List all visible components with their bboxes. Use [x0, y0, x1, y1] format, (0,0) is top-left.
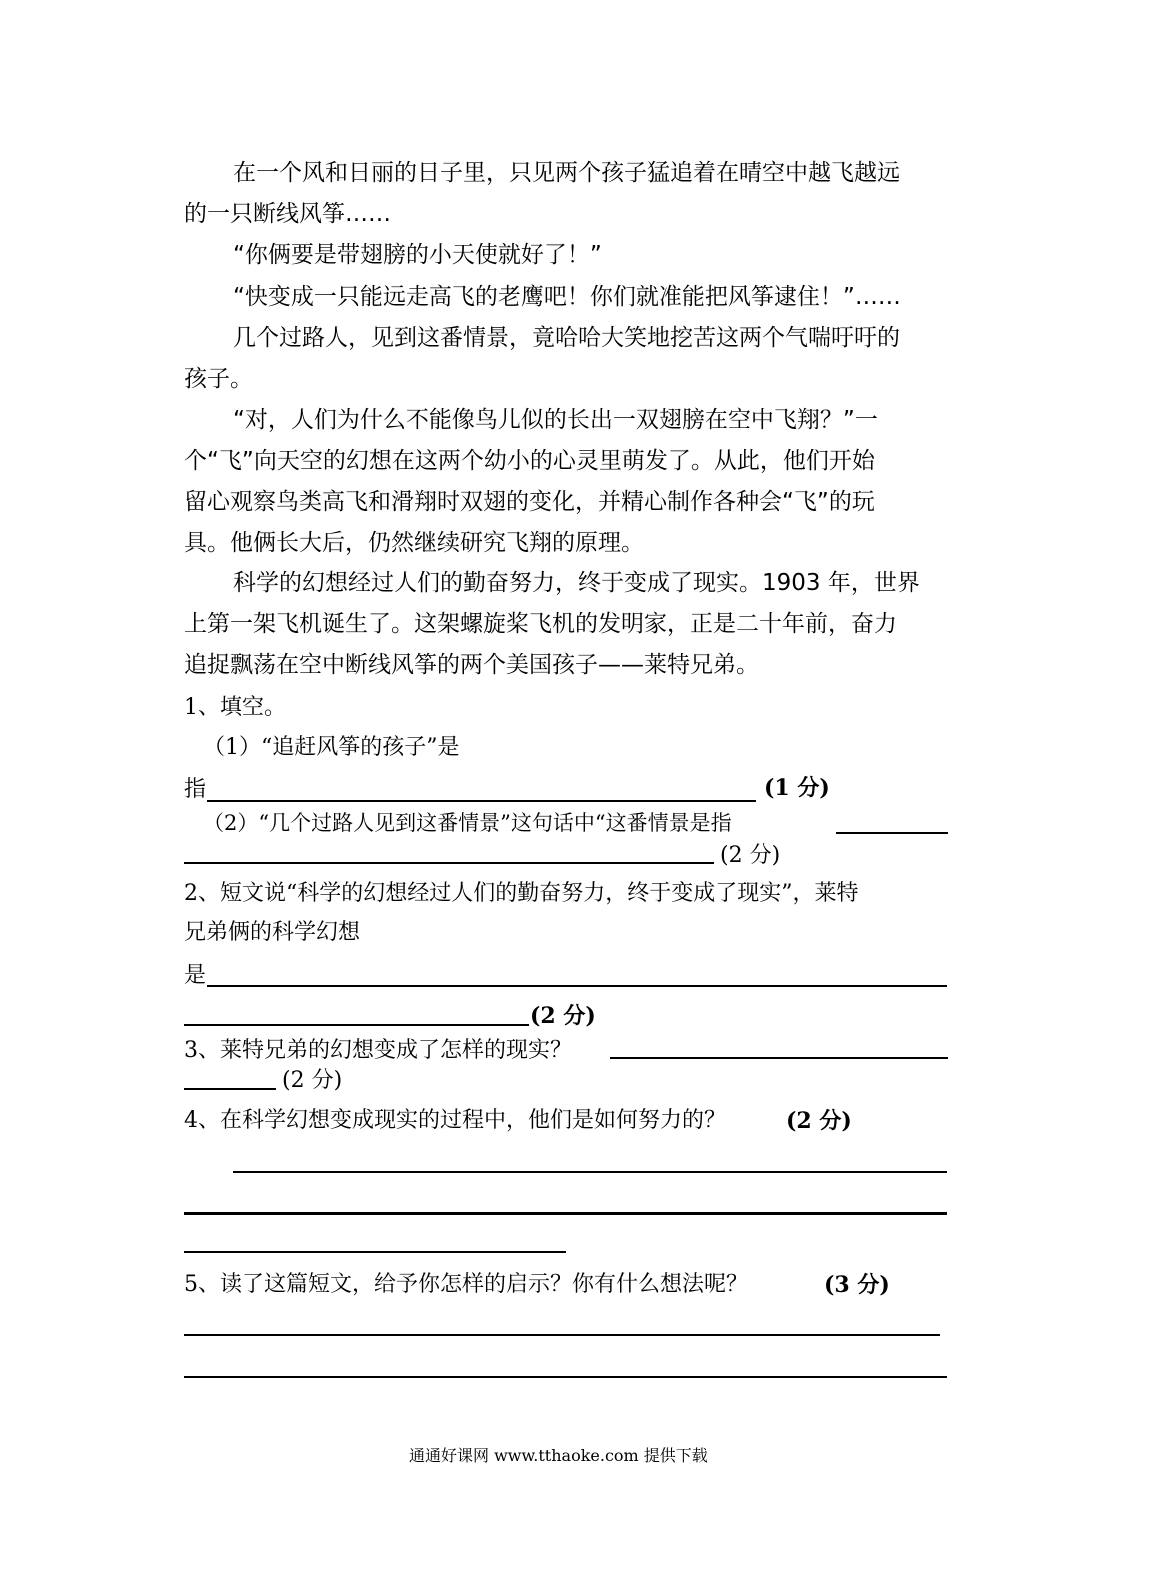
passage-line: 具。他俩长大后，仍然继续研究飞翔的原理。	[184, 530, 644, 556]
question-5-text: 5、读了这篇短文，给予你怎样的启示？你有什么想法呢？	[184, 1272, 748, 1297]
answer-line-4b[interactable]	[184, 1212, 947, 1215]
answer-line-2a[interactable]	[207, 985, 947, 987]
passage-line: 追捉飘荡在空中断线风筝的两个美国孩子——莱特兄弟。	[184, 652, 759, 678]
question-1-title: 1、填空。	[184, 695, 286, 720]
answer-line-3b[interactable]	[184, 1088, 276, 1090]
answer-line-5b[interactable]	[184, 1376, 947, 1378]
passage-line: “对，人们为什么不能像鸟儿似的长出一双翅膀在空中飞翔？”一	[233, 407, 878, 433]
question-1-1-score: (1 分)	[764, 775, 830, 801]
passage-line: 的一只断线风筝……	[184, 201, 391, 227]
question-3-score: (2 分)	[282, 1068, 343, 1093]
passage-line: “你俩要是带翅膀的小天使就好了！”	[233, 242, 602, 268]
question-1-1-prefix: 指	[184, 777, 207, 802]
question-2-prefix: 是	[184, 963, 207, 988]
answer-line-4c[interactable]	[184, 1251, 566, 1253]
question-3-text: 3、莱特兄弟的幻想变成了怎样的现实？	[184, 1038, 572, 1063]
passage-line: 在一个风和日丽的日子里，只见两个孩子猛追着在晴空中越飞越远	[233, 160, 900, 186]
answer-line-1-2b[interactable]	[184, 862, 714, 864]
answer-line-5a[interactable]	[184, 1334, 940, 1336]
passage-line: 个“飞”向天空的幻想在这两个幼小的心灵里萌发了。从此，他们开始	[184, 448, 875, 474]
answer-line-4a[interactable]	[233, 1171, 947, 1173]
answer-line-1-2a[interactable]	[836, 832, 948, 834]
answer-line-3a[interactable]	[610, 1057, 948, 1059]
page-footer: 通通好课网 www.tthaoke.com 提供下载	[409, 1446, 708, 1465]
question-2-line-2: 兄弟俩的科学幻想	[184, 920, 361, 945]
answer-line-1-1[interactable]	[207, 800, 756, 802]
question-4-score: (2 分)	[786, 1108, 852, 1134]
answer-line-2b[interactable]	[184, 1024, 529, 1026]
question-4-text: 4、在科学幻想变成现实的过程中，他们是如何努力的？	[184, 1108, 726, 1133]
question-5-score: (3 分)	[824, 1272, 890, 1298]
passage-line: “快变成一只能远走高飞的老鹰吧！你们就准能把风筝逮住！”……	[233, 284, 901, 310]
question-2-line-1: 2、短文说“科学的幻想经过人们的勤奋努力，终于变成了现实”，莱特	[184, 881, 859, 906]
question-1-1-text: （1）“追赶风筝的孩子”是	[203, 735, 460, 760]
question-1-2-score: (2 分)	[720, 843, 781, 868]
passage-line: 上第一架飞机诞生了。这架螺旋桨飞机的发明家，正是二十年前，奋力	[184, 611, 897, 637]
passage-line: 孩子。	[184, 366, 253, 392]
question-2-score: (2 分)	[530, 1003, 596, 1029]
passage-line: 留心观察鸟类高飞和滑翔时双翅的变化，并精心制作各种会“飞”的玩	[184, 489, 875, 515]
passage-line: 几个过路人，见到这番情景，竟哈哈大笑地挖苦这两个气喘吁吁的	[233, 325, 900, 351]
question-1-2-text: （2）“几个过路人见到这番情景”这句话中“这番情景是指	[203, 811, 732, 835]
passage-line: 科学的幻想经过人们的勤奋努力，终于变成了现实。1903 年，世界	[233, 570, 920, 596]
